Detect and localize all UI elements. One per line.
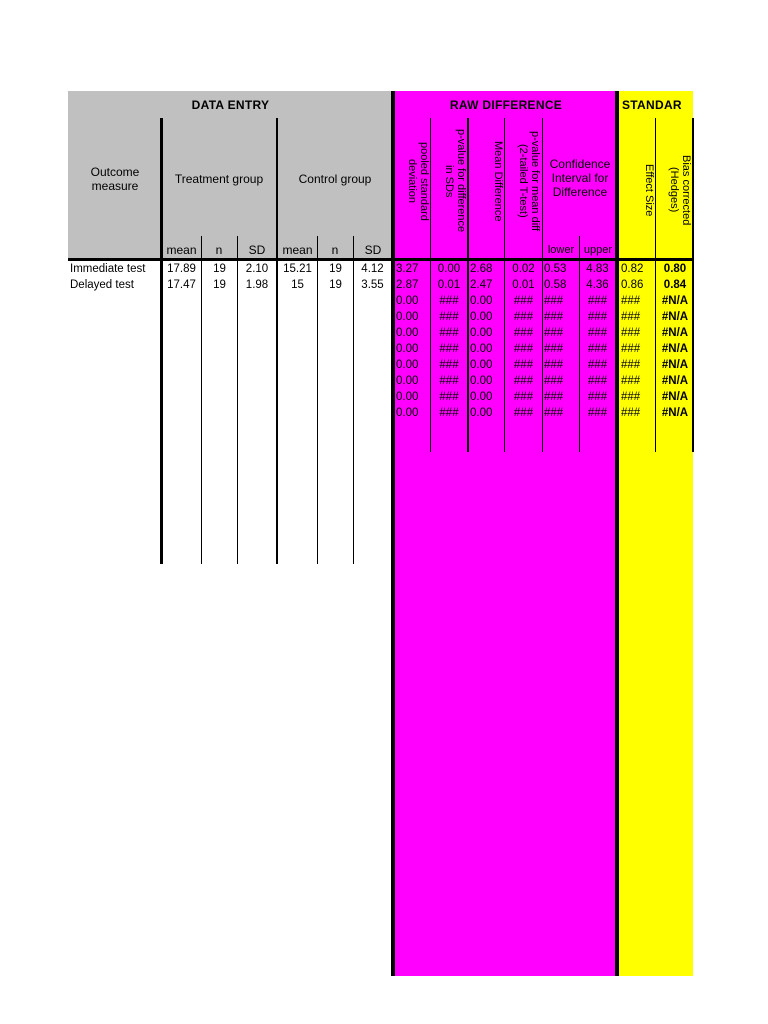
cell-c-mean	[278, 341, 317, 357]
cell-p-sd: ###	[439, 407, 459, 419]
cell-outcome	[70, 341, 162, 357]
cell-lower: ###	[544, 343, 564, 355]
cell-t-mean	[162, 309, 201, 325]
cell-outcome: Immediate test	[70, 263, 146, 275]
cell-c-sd	[354, 293, 391, 309]
mean-difference-header: Mean Difference	[492, 140, 504, 222]
cell-t-n: 19	[213, 279, 226, 291]
data-entry-title: DATA ENTRY	[191, 98, 270, 112]
cell-es: ###	[621, 359, 641, 371]
cell-t-mean	[162, 389, 201, 405]
effect-size-header: Effect Size	[643, 163, 655, 217]
cell-pooled: 3.27	[396, 263, 419, 275]
cell-c-mean	[278, 405, 317, 421]
cell-upper: ###	[587, 391, 608, 403]
cell-t-sd: 1.98	[245, 279, 269, 291]
cell-pooled: 0.00	[396, 327, 419, 339]
pooled-sd-header: pooled standard deviation	[406, 141, 430, 221]
cell-es: ###	[621, 407, 641, 419]
ci-upper-header: upper	[583, 244, 613, 256]
p-value-mean-header: p-value for mean diff (2-tailed T-test)	[517, 130, 541, 232]
cell-pooled: 0.00	[396, 391, 419, 403]
cell-c-mean	[278, 373, 317, 389]
cell-es: ###	[621, 311, 641, 323]
cell-upper: ###	[587, 375, 608, 387]
cell-bc: #N/A	[661, 375, 689, 387]
cell-p-md: 0.02	[512, 263, 535, 275]
cell-bc: #N/A	[661, 359, 689, 371]
cell-es: ###	[621, 327, 641, 339]
cell-md: 0.00	[470, 375, 493, 387]
cell-lower: ###	[544, 295, 564, 307]
cell-lower: ###	[544, 359, 564, 371]
cell-t-sd	[238, 325, 276, 341]
cell-outcome	[70, 325, 162, 341]
cell-c-n	[318, 389, 353, 405]
cell-t-mean	[162, 293, 201, 309]
standardized-title: STANDAR	[622, 98, 682, 112]
cell-t-n	[202, 405, 237, 421]
cell-upper: ###	[587, 359, 608, 371]
cell-pooled: 2.87	[396, 279, 419, 291]
cell-pooled: 0.00	[396, 343, 419, 355]
cell-md: 2.47	[470, 279, 493, 291]
cell-t-n	[202, 325, 237, 341]
cell-c-mean	[278, 389, 317, 405]
cell-bc: 0.80	[663, 263, 687, 275]
cell-t-sd	[238, 309, 276, 325]
cell-t-sd	[238, 293, 276, 309]
cell-t-sd	[238, 357, 276, 373]
cell-bc: 0.84	[663, 279, 687, 291]
cell-t-n	[202, 309, 237, 325]
cell-t-n	[202, 373, 237, 389]
cell-es: ###	[621, 391, 641, 403]
cell-c-n	[318, 357, 353, 373]
cell-t-n: 19	[213, 263, 226, 275]
cell-lower: 0.53	[544, 263, 567, 275]
cell-p-md: ###	[513, 391, 534, 403]
t-n-header: n	[215, 243, 223, 257]
cell-upper: 4.83	[586, 263, 609, 275]
cell-c-mean	[278, 357, 317, 373]
cell-t-mean	[162, 357, 201, 373]
cell-lower: ###	[544, 391, 564, 403]
cell-p-sd: ###	[439, 295, 459, 307]
cell-md: 0.00	[470, 327, 493, 339]
cell-t-n	[202, 341, 237, 357]
cell-c-sd	[354, 357, 391, 373]
grid-line	[692, 118, 694, 452]
cell-pooled: 0.00	[396, 311, 419, 323]
cell-outcome: Delayed test	[70, 279, 134, 291]
cell-t-mean	[162, 373, 201, 389]
cell-p-sd: 0.01	[437, 279, 461, 291]
cell-t-n	[202, 389, 237, 405]
cell-t-mean	[162, 341, 201, 357]
cell-c-sd	[354, 325, 391, 341]
cell-p-md: ###	[513, 311, 534, 323]
separator-raw	[391, 91, 395, 976]
cell-lower: ###	[544, 311, 564, 323]
cell-p-sd: ###	[439, 391, 459, 403]
cell-pooled: 0.00	[396, 407, 419, 419]
cell-bc: #N/A	[661, 311, 689, 323]
p-value-sds-header: p-value for difference in SDs	[443, 129, 467, 233]
cell-p-md: ###	[513, 359, 534, 371]
cell-upper: ###	[587, 407, 608, 419]
cell-t-sd	[238, 373, 276, 389]
cell-c-mean	[278, 309, 317, 325]
cell-t-sd	[238, 341, 276, 357]
cell-lower: ###	[544, 375, 564, 387]
cell-t-mean	[162, 405, 201, 421]
cell-outcome	[70, 389, 162, 405]
cell-bc: #N/A	[661, 391, 689, 403]
cell-es: ###	[621, 343, 641, 355]
cell-p-md: ###	[513, 343, 534, 355]
cell-c-n: 19	[329, 279, 342, 291]
cell-upper: 4.36	[586, 279, 609, 291]
cell-t-sd	[238, 405, 276, 421]
cell-c-sd: 3.55	[361, 279, 384, 291]
cell-es: ###	[621, 295, 641, 307]
bias-corrected-header: Bias corrected (Hedges)	[668, 154, 692, 226]
c-mean-header: mean	[282, 243, 313, 257]
cell-md: 0.00	[470, 343, 493, 355]
cell-md: 0.00	[470, 295, 493, 307]
cell-bc: #N/A	[661, 295, 689, 307]
cell-p-sd: ###	[439, 359, 459, 371]
cell-p-md: 0.01	[512, 279, 535, 291]
cell-md: 0.00	[470, 359, 493, 371]
cell-lower: ###	[544, 407, 564, 419]
outcome-measure-header: Outcome measure	[90, 165, 140, 193]
cell-c-sd	[354, 389, 391, 405]
control-group-header: Control group	[298, 172, 372, 186]
cell-c-sd	[354, 309, 391, 325]
cell-upper: ###	[587, 311, 608, 323]
cell-md: 0.00	[470, 391, 493, 403]
cell-c-mean: 15	[291, 279, 304, 291]
cell-bc: #N/A	[661, 327, 689, 339]
grid-line	[467, 118, 469, 452]
cell-c-n	[318, 325, 353, 341]
cell-pooled: 0.00	[396, 295, 419, 307]
cell-c-mean	[278, 325, 317, 341]
cell-lower: ###	[544, 327, 564, 339]
cell-outcome	[70, 405, 162, 421]
cell-upper: ###	[587, 327, 608, 339]
cell-es: 0.86	[621, 279, 644, 291]
cell-t-mean: 17.47	[167, 279, 196, 291]
cell-p-md: ###	[513, 327, 534, 339]
cell-pooled: 0.00	[396, 359, 419, 371]
cell-upper: ###	[587, 295, 608, 307]
cell-p-sd: ###	[439, 327, 459, 339]
cell-p-sd: ###	[439, 343, 459, 355]
cell-c-n	[318, 373, 353, 389]
treatment-group-header: Treatment group	[174, 172, 264, 186]
cell-p-sd: ###	[439, 311, 459, 323]
raw-difference-title: RAW DIFFERENCE	[449, 98, 563, 112]
cell-md: 0.00	[470, 311, 493, 323]
grid-line	[542, 118, 543, 452]
grid-line	[655, 118, 656, 452]
c-n-header: n	[331, 243, 339, 257]
cell-c-sd	[354, 405, 391, 421]
separator-std	[615, 91, 619, 976]
t-sd-header: SD	[248, 243, 266, 257]
cell-t-n	[202, 293, 237, 309]
cell-outcome	[70, 309, 162, 325]
c-sd-header: SD	[364, 243, 382, 257]
cell-outcome	[70, 373, 162, 389]
cell-p-sd: 0.00	[437, 263, 461, 275]
cell-c-n: 19	[329, 263, 342, 275]
cell-c-n	[318, 309, 353, 325]
cell-c-mean: 15.21	[283, 263, 312, 275]
cell-lower: 0.58	[544, 279, 567, 291]
cell-t-n	[202, 357, 237, 373]
cell-c-sd	[354, 373, 391, 389]
cell-p-md: ###	[513, 407, 534, 419]
cell-t-mean: 17.89	[167, 263, 196, 275]
cell-outcome	[70, 357, 162, 373]
cell-md: 0.00	[470, 407, 493, 419]
cell-t-mean	[162, 325, 201, 341]
t-mean-header: mean	[166, 243, 197, 257]
cell-pooled: 0.00	[396, 375, 419, 387]
cell-c-n	[318, 405, 353, 421]
confidence-interval-header: Confidence Interval for Difference	[549, 157, 611, 199]
cell-t-sd: 2.10	[245, 263, 269, 275]
cell-p-md: ###	[513, 295, 534, 307]
cell-es: ###	[621, 375, 641, 387]
cell-upper: ###	[587, 343, 608, 355]
cell-t-sd	[238, 389, 276, 405]
cell-c-mean	[278, 293, 317, 309]
cell-c-n	[318, 341, 353, 357]
cell-outcome	[70, 293, 162, 309]
cell-c-sd: 4.12	[361, 263, 384, 275]
cell-md: 2.68	[470, 263, 493, 275]
cell-c-sd	[354, 341, 391, 357]
cell-c-n	[318, 293, 353, 309]
cell-p-md: ###	[513, 375, 534, 387]
cell-p-sd: ###	[439, 375, 459, 387]
cell-es: 0.82	[621, 263, 644, 275]
cell-bc: #N/A	[661, 407, 689, 419]
cell-bc: #N/A	[661, 343, 689, 355]
ci-lower-header: lower	[547, 244, 575, 256]
